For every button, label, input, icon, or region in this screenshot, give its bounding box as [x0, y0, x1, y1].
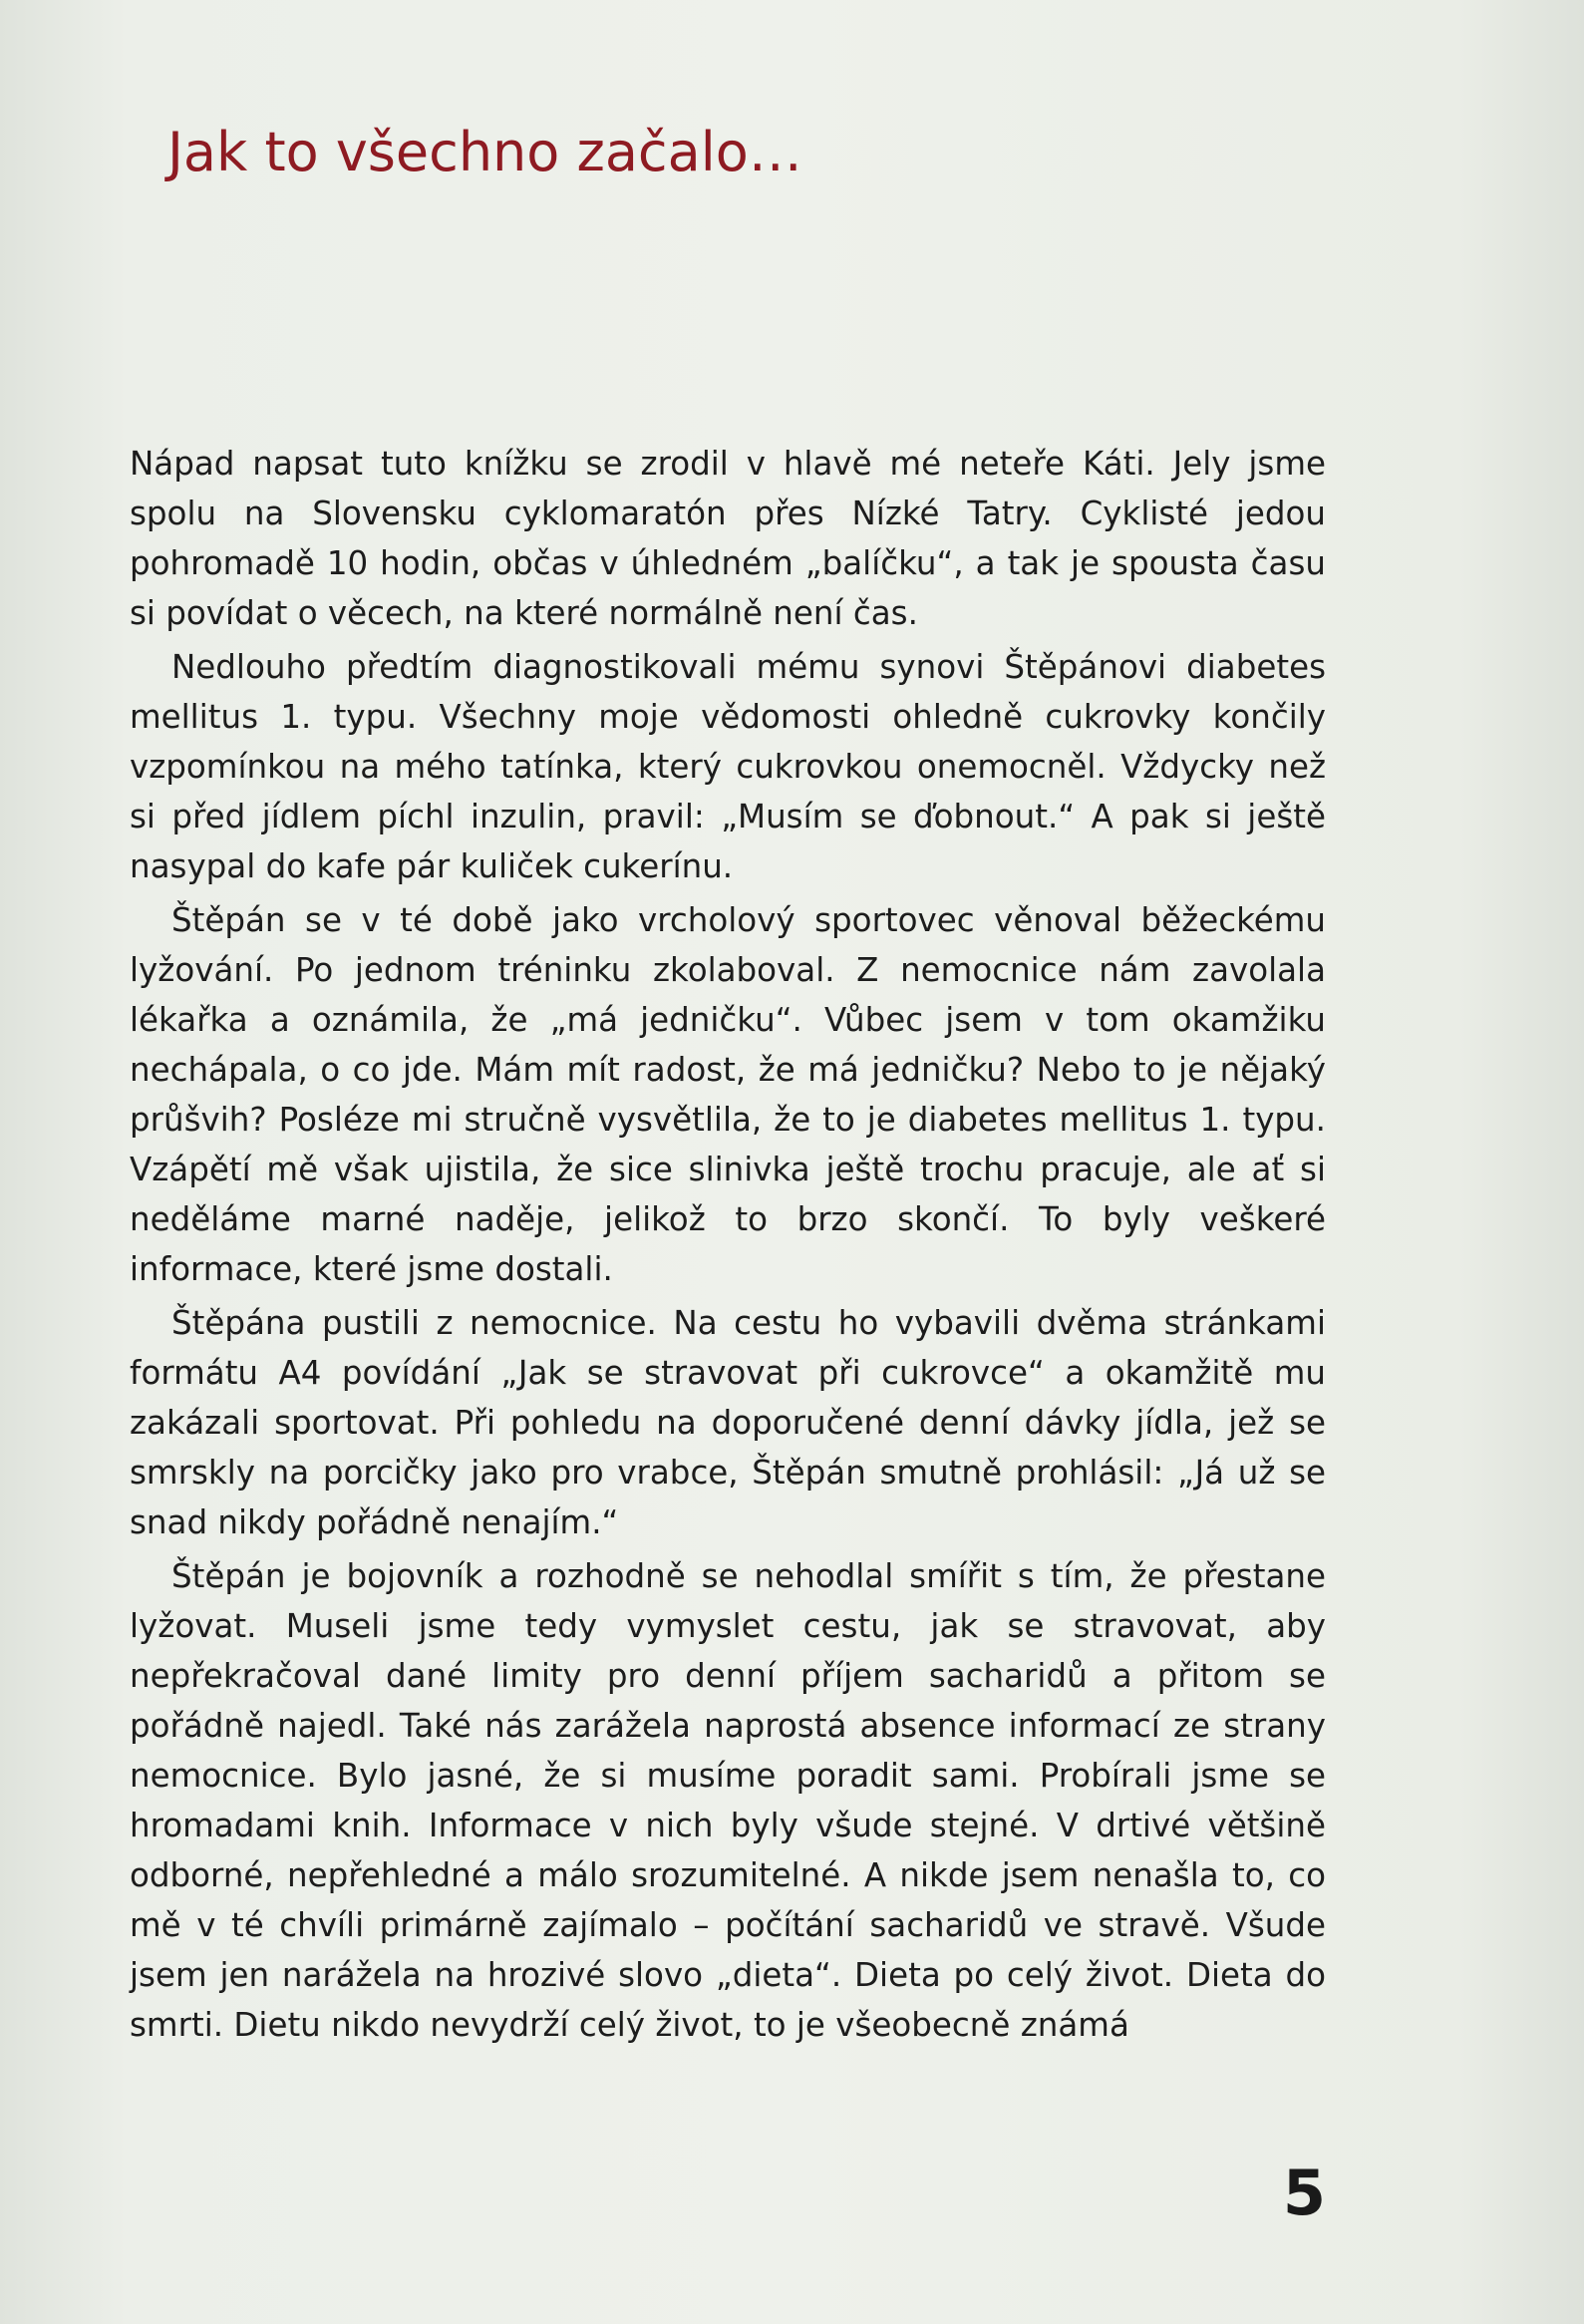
page-number: 5	[1282, 2157, 1326, 2229]
paragraph: Štěpán se v té době jako vrcholový sportovec věnoval běžeckému lyžování. Po jednom tréninku zkolaboval. Z nemocnice nám zavolala lékařka a oznámila, že „má jedničku“. Vůbec jsem v tom okamžiku nechápala, o co jde. Mám mít radost, že má jedničku? Nebo to je nějaký průšvih? Posléze mi stručně vysvětlila, že to je diabetes mellitus 1. typu. Vzápětí mě však ujistila, že sice slinivka ještě trochu pracuje, ale ať si neděláme marné naděje, jelikož to brzo skončí. To byly veškeré informace, které jsme dostali.	[130, 901, 1326, 1288]
chapter-title: Jak to všechno začalo…	[167, 121, 802, 183]
paragraph: Nedlouho předtím diagnostikovali mému synovi Štěpánovi diabetes mellitus 1. typu. Všechny moje vědomosti ohledně cukrovky končily vzpomínkou na mého tatínka, který cukrovkou onemocněl. Vždycky než si před jídlem píchl inzulin, pravil: „Musím se ďobnout.“ A pak si ještě nasypal do kafe pár kuliček cukerínu.	[130, 648, 1326, 885]
body-text	[130, 439, 1326, 2054]
paragraph: Štěpána pustili z nemocnice. Na cestu ho vybavili dvěma stránkami formátu A4 povídání „Jak se stravovat při cukrovce“ a okamžitě mu zakázali sportovat. Při pohledu na doporučené denní dávky jídla, jež se smrskly na porcičky jako pro vrabce, Štěpán smutně prohlásil: „Já už se snad nikdy pořádně nenajím.“	[130, 1304, 1326, 1541]
paragraph: Nápad napsat tuto knížku se zrodil v hlavě mé neteře Káti. Jely jsme spolu na Slovensku cyklomaratón přes Nízké Tatry. Cyklisté jedou pohromadě 10 hodin, občas v úhledném „balíčku“, a tak je spousta času si povídat o věcech, na které normálně není čas.	[130, 445, 1326, 632]
paragraph: Štěpán je bojovník a rozhodně se nehodlal smířit s tím, že přestane lyžovat. Museli jsme tedy vymyslet cestu, jak se stravovat, aby nepřekračoval dané limity pro denní příjem sacharidů a přitom se pořádně najedl. Také nás zarážela naprostá absence informací ze strany nemocnice. Bylo jasné, že si musíme poradit sami. Probírali jsme se hromadami knih. Informace v nich byly všude stejné. V drtivé většině odborné, nepřehledné a málo srozumitelné. A nikde jsem nenašla to, co mě v té chvíli primárně zajímalo – počítání sacharidů ve stravě. Všude jsem jen narážela na hrozivé slovo „dieta“. Dieta po celý život. Dieta do smrti. Dietu nikdo nevydrží celý život, to je všeobecně známá	[130, 1557, 1326, 2044]
